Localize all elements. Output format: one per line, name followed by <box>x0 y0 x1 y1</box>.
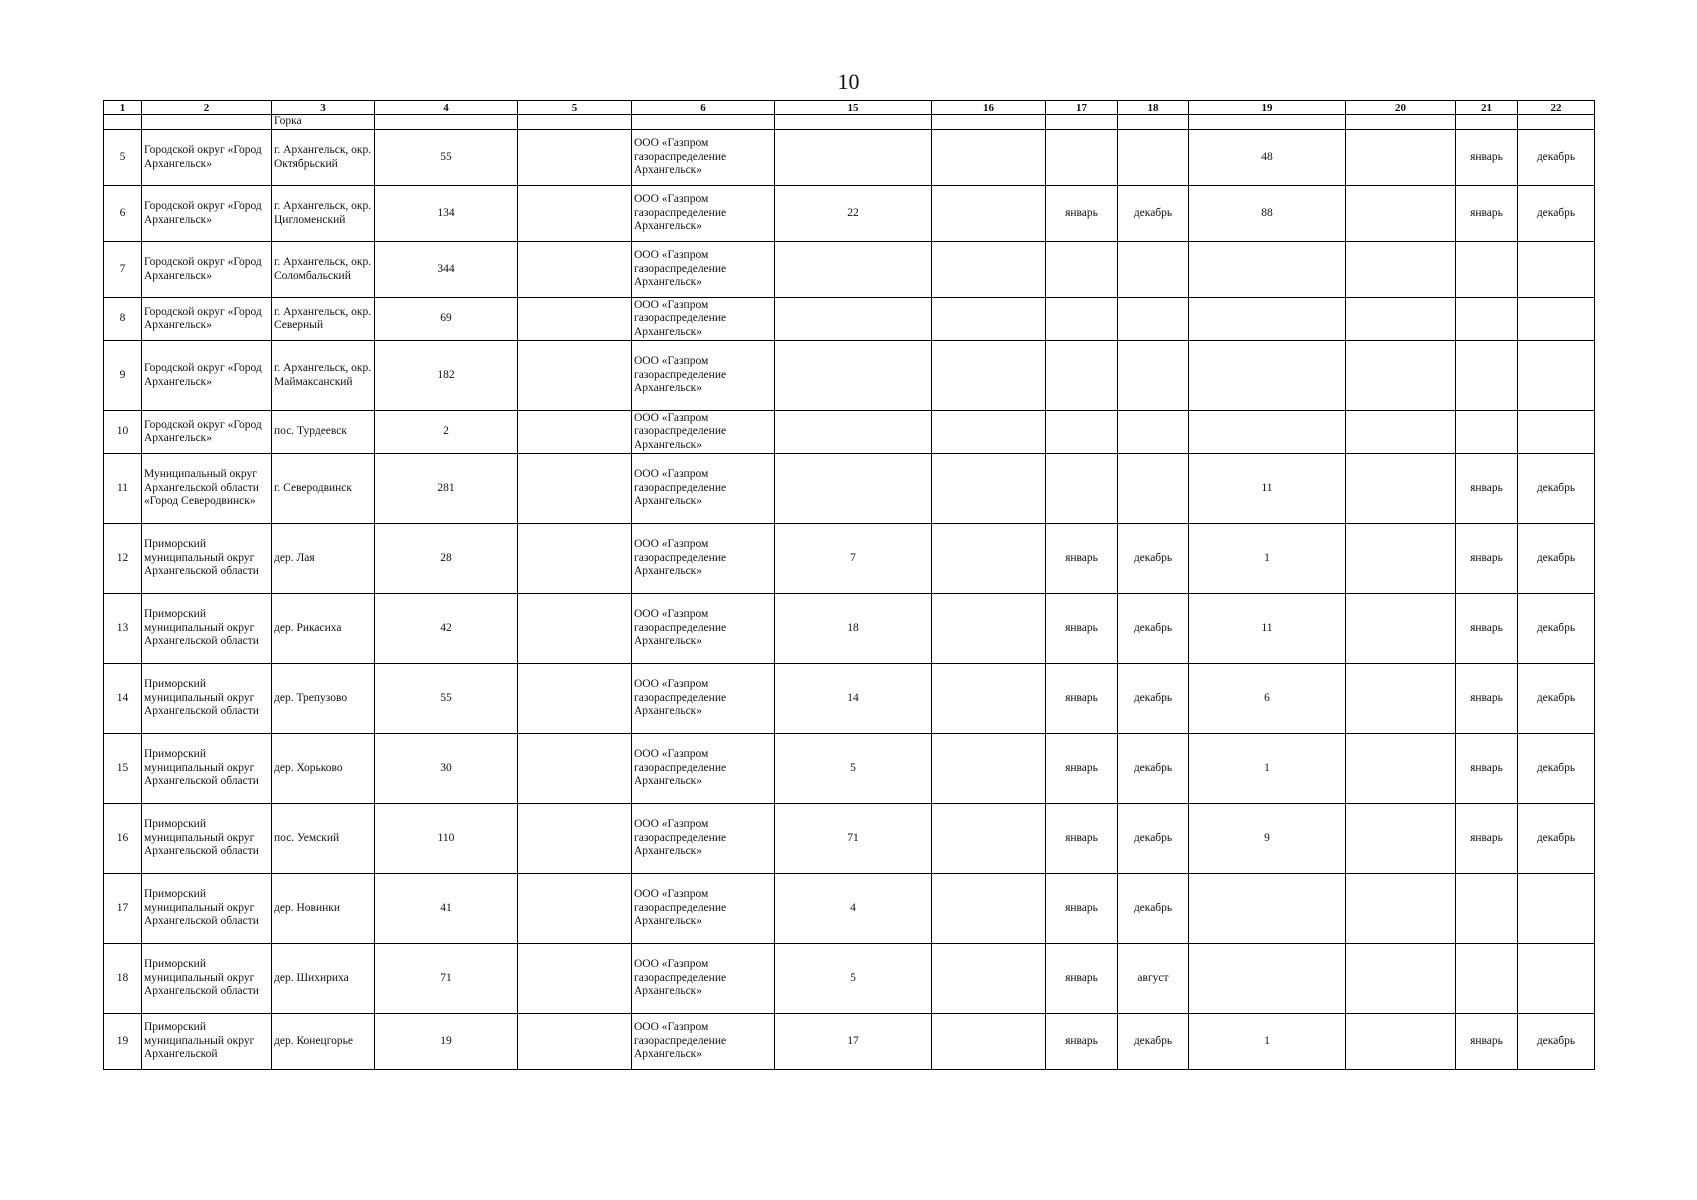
cell-municipality: Городской округ «Город Архангельск» <box>142 242 272 298</box>
cell-month-col21: январь <box>1456 804 1518 874</box>
cell-month-col17: январь <box>1046 944 1118 1014</box>
cell-month-col22: декабрь <box>1518 524 1595 594</box>
cell-value-col5 <box>518 804 632 874</box>
cell-locality: пос. Турдеевск <box>272 411 375 454</box>
cell-value-col5 <box>518 664 632 734</box>
cell-count-col4: 182 <box>375 341 518 411</box>
cell-month-col22: декабрь <box>1518 1014 1595 1070</box>
cell-value-col20 <box>1346 804 1456 874</box>
cell-row-number: 10 <box>104 411 142 454</box>
column-header: 17 <box>1046 101 1118 115</box>
cell-month-col21 <box>1456 874 1518 944</box>
table-row <box>104 186 1595 242</box>
cell-row-number: 8 <box>104 298 142 341</box>
cell-row-number: 14 <box>104 664 142 734</box>
cell-organization: ООО «Газпром газораспределение Архангельск» <box>632 944 775 1014</box>
cell-count-col4: 281 <box>375 454 518 524</box>
table-row <box>104 130 1595 186</box>
cell-value-col19: 88 <box>1189 186 1346 242</box>
cell-count-col4: 55 <box>375 664 518 734</box>
cell-value-col20 <box>1346 130 1456 186</box>
cell-value-col20 <box>1346 411 1456 454</box>
column-header: 1 <box>104 101 142 115</box>
cell-month-col17: январь <box>1046 524 1118 594</box>
cell-locality: г. Архангельск, окр. Соломбальский <box>272 242 375 298</box>
cell-value-col19 <box>1189 298 1346 341</box>
cell-value-col16 <box>932 944 1046 1014</box>
cell-row-number: 15 <box>104 734 142 804</box>
cell-municipality: Городской округ «Город Архангельск» <box>142 411 272 454</box>
cell-month-col18: декабрь <box>1118 186 1189 242</box>
column-header: 21 <box>1456 101 1518 115</box>
cell-count-col4: 71 <box>375 944 518 1014</box>
column-header: 16 <box>932 101 1046 115</box>
cell-count-col4: 134 <box>375 186 518 242</box>
carry-over-location: Горка <box>272 115 375 130</box>
cell-municipality: Приморский муниципальный округ Архангельской области <box>142 804 272 874</box>
cell-municipality: Приморский муниципальный округ Архангельской области <box>142 524 272 594</box>
cell-month-col18 <box>1118 242 1189 298</box>
cell-locality: дер. Новинки <box>272 874 375 944</box>
cell-value-col16 <box>932 524 1046 594</box>
cell-month-col22: декабрь <box>1518 454 1595 524</box>
cell-organization: ООО «Газпром газораспределение Архангельск» <box>632 1014 775 1070</box>
cell-month-col17 <box>1046 411 1118 454</box>
column-header: 18 <box>1118 101 1189 115</box>
cell-value-col15 <box>775 242 932 298</box>
cell-locality: дер. Рикасиха <box>272 594 375 664</box>
cell-municipality: Приморский муниципальный округ Архангельской области <box>142 664 272 734</box>
cell-month-col21 <box>1456 298 1518 341</box>
table-row <box>104 411 1595 454</box>
cell-locality: г. Архангельск, окр. Октябрьский <box>272 130 375 186</box>
cell-value-col16 <box>932 804 1046 874</box>
cell-value-col19 <box>1189 411 1346 454</box>
cell-row-number: 16 <box>104 804 142 874</box>
table-row <box>104 594 1595 664</box>
table-row <box>104 734 1595 804</box>
cell-locality: дер. Шихириха <box>272 944 375 1014</box>
cell-value-col20 <box>1346 341 1456 411</box>
cell-month-col17 <box>1046 130 1118 186</box>
cell-count-col4: 28 <box>375 524 518 594</box>
cell-value-col5 <box>518 454 632 524</box>
cell-value-col15: 71 <box>775 804 932 874</box>
cell-municipality: Приморский муниципальный округ Архангельской области <box>142 734 272 804</box>
cell-value-col16 <box>932 594 1046 664</box>
cell-value-col20 <box>1346 454 1456 524</box>
cell-month-col21: январь <box>1456 454 1518 524</box>
cell-month-col17 <box>1046 341 1118 411</box>
cell-month-col17 <box>1046 242 1118 298</box>
cell-locality: г. Архангельск, окр. Маймаксанский <box>272 341 375 411</box>
cell-organization: ООО «Газпром газораспределение Архангельск» <box>632 411 775 454</box>
cell-month-col22 <box>1518 874 1595 944</box>
cell-value-col19 <box>1189 874 1346 944</box>
cell-municipality: Городской округ «Город Архангельск» <box>142 186 272 242</box>
cell-value-col19 <box>1189 944 1346 1014</box>
cell-locality: дер. Лая <box>272 524 375 594</box>
cell-municipality: Приморский муниципальный округ Архангельской области <box>142 594 272 664</box>
cell-value-col5 <box>518 944 632 1014</box>
cell-value-col15: 4 <box>775 874 932 944</box>
cell-locality: дер. Хорьково <box>272 734 375 804</box>
cell-month-col22 <box>1518 242 1595 298</box>
cell-municipality: Городской округ «Город Архангельск» <box>142 341 272 411</box>
cell-month-col21: январь <box>1456 130 1518 186</box>
cell-value-col20 <box>1346 1014 1456 1070</box>
cell-value-col19: 48 <box>1189 130 1346 186</box>
cell-municipality: Приморский муниципальный округ Архангельской области <box>142 874 272 944</box>
cell-month-col21 <box>1456 411 1518 454</box>
cell-value-col5 <box>518 186 632 242</box>
cell-value-col15 <box>775 454 932 524</box>
cell-month-col21: январь <box>1456 594 1518 664</box>
cell-value-col20 <box>1346 298 1456 341</box>
cell-value-col16 <box>932 411 1046 454</box>
cell-count-col4: 42 <box>375 594 518 664</box>
cell-month-col22 <box>1518 411 1595 454</box>
cell-month-col17: январь <box>1046 734 1118 804</box>
table-row <box>104 664 1595 734</box>
cell-municipality: Муниципальный округ Архангельской области «Город Северодвинск» <box>142 454 272 524</box>
cell-row-number: 11 <box>104 454 142 524</box>
cell-value-col19 <box>1189 242 1346 298</box>
cell-value-col15: 7 <box>775 524 932 594</box>
cell-month-col22 <box>1518 341 1595 411</box>
cell-value-col19: 6 <box>1189 664 1346 734</box>
cell-value-col16 <box>932 186 1046 242</box>
cell-value-col5 <box>518 298 632 341</box>
cell-month-col18: декабрь <box>1118 1014 1189 1070</box>
cell-month-col18 <box>1118 341 1189 411</box>
table-row <box>104 242 1595 298</box>
cell-value-col16 <box>932 874 1046 944</box>
cell-locality: г. Архангельск, окр. Цигломенский <box>272 186 375 242</box>
cell-month-col21 <box>1456 242 1518 298</box>
cell-organization: ООО «Газпром газораспределение Архангельск» <box>632 804 775 874</box>
cell-value-col20 <box>1346 186 1456 242</box>
cell-value-col15 <box>775 411 932 454</box>
cell-row-number: 17 <box>104 874 142 944</box>
cell-month-col18 <box>1118 298 1189 341</box>
page-number: 10 <box>837 69 860 94</box>
cell-row-number: 5 <box>104 130 142 186</box>
table-row <box>104 298 1595 341</box>
table-row <box>104 454 1595 524</box>
cell-value-col5 <box>518 524 632 594</box>
cell-value-col16 <box>932 454 1046 524</box>
column-header: 5 <box>518 101 632 115</box>
cell-month-col17: январь <box>1046 186 1118 242</box>
cell-organization: ООО «Газпром газораспределение Архангельск» <box>632 524 775 594</box>
cell-month-col22: декабрь <box>1518 664 1595 734</box>
cell-month-col18 <box>1118 454 1189 524</box>
column-header: 20 <box>1346 101 1456 115</box>
cell-organization: ООО «Газпром газораспределение Архангельск» <box>632 186 775 242</box>
cell-month-col18: декабрь <box>1118 524 1189 594</box>
cell-value-col16 <box>932 1014 1046 1070</box>
cell-month-col18: декабрь <box>1118 664 1189 734</box>
cell-month-col22: декабрь <box>1518 130 1595 186</box>
cell-value-col16 <box>932 341 1046 411</box>
carry-over-row <box>104 115 1595 130</box>
cell-value-col20 <box>1346 242 1456 298</box>
cell-locality: дер. Конецгорье <box>272 1014 375 1070</box>
cell-row-number: 12 <box>104 524 142 594</box>
cell-month-col17: январь <box>1046 804 1118 874</box>
cell-row-number: 9 <box>104 341 142 411</box>
cell-month-col22: декабрь <box>1518 734 1595 804</box>
cell-month-col21: январь <box>1456 664 1518 734</box>
cell-value-col20 <box>1346 524 1456 594</box>
cell-month-col17 <box>1046 298 1118 341</box>
cell-month-col21: январь <box>1456 734 1518 804</box>
cell-municipality: Приморский муниципальный округ Архангельской области <box>142 944 272 1014</box>
cell-count-col4: 30 <box>375 734 518 804</box>
cell-organization: ООО «Газпром газораспределение Архангельск» <box>632 734 775 804</box>
cell-value-col15 <box>775 341 932 411</box>
cell-month-col21 <box>1456 944 1518 1014</box>
cell-month-col18: декабрь <box>1118 874 1189 944</box>
cell-value-col19: 1 <box>1189 734 1346 804</box>
cell-locality: г. Северодвинск <box>272 454 375 524</box>
cell-value-col19: 1 <box>1189 1014 1346 1070</box>
column-header: 15 <box>775 101 932 115</box>
cell-month-col18 <box>1118 130 1189 186</box>
cell-value-col5 <box>518 242 632 298</box>
column-header: 2 <box>142 101 272 115</box>
cell-value-col15 <box>775 298 932 341</box>
cell-value-col19: 1 <box>1189 524 1346 594</box>
cell-value-col5 <box>518 130 632 186</box>
cell-count-col4: 55 <box>375 130 518 186</box>
data-table <box>103 100 1595 1070</box>
cell-row-number: 13 <box>104 594 142 664</box>
cell-organization: ООО «Газпром газораспределение Архангельск» <box>632 341 775 411</box>
column-header: 3 <box>272 101 375 115</box>
cell-row-number: 6 <box>104 186 142 242</box>
cell-month-col17 <box>1046 454 1118 524</box>
cell-count-col4: 41 <box>375 874 518 944</box>
cell-value-col5 <box>518 734 632 804</box>
cell-value-col5 <box>518 874 632 944</box>
cell-month-col21: январь <box>1456 524 1518 594</box>
table-row <box>104 341 1595 411</box>
cell-month-col17: январь <box>1046 664 1118 734</box>
cell-month-col18 <box>1118 411 1189 454</box>
cell-month-col22: декабрь <box>1518 186 1595 242</box>
cell-value-col16 <box>932 664 1046 734</box>
cell-value-col16 <box>932 242 1046 298</box>
cell-value-col16 <box>932 130 1046 186</box>
cell-organization: ООО «Газпром газораспределение Архангельск» <box>632 242 775 298</box>
cell-month-col22: декабрь <box>1518 804 1595 874</box>
cell-value-col15: 22 <box>775 186 932 242</box>
cell-value-col20 <box>1346 594 1456 664</box>
cell-value-col19: 9 <box>1189 804 1346 874</box>
cell-count-col4: 2 <box>375 411 518 454</box>
cell-value-col20 <box>1346 664 1456 734</box>
cell-locality: г. Архангельск, окр. Северный <box>272 298 375 341</box>
cell-count-col4: 110 <box>375 804 518 874</box>
cell-month-col21 <box>1456 341 1518 411</box>
cell-municipality: Городской округ «Город Архангельск» <box>142 298 272 341</box>
cell-value-col5 <box>518 411 632 454</box>
cell-locality: пос. Уемский <box>272 804 375 874</box>
cell-value-col15: 17 <box>775 1014 932 1070</box>
cell-count-col4: 344 <box>375 242 518 298</box>
cell-row-number: 7 <box>104 242 142 298</box>
cell-value-col19 <box>1189 341 1346 411</box>
table-row <box>104 804 1595 874</box>
cell-organization: ООО «Газпром газораспределение Архангельск» <box>632 130 775 186</box>
cell-organization: ООО «Газпром газораспределение Архангельск» <box>632 664 775 734</box>
cell-value-col5 <box>518 594 632 664</box>
cell-month-col21: январь <box>1456 1014 1518 1070</box>
cell-value-col20 <box>1346 734 1456 804</box>
table-row <box>104 874 1595 944</box>
column-header: 4 <box>375 101 518 115</box>
cell-organization: ООО «Газпром газораспределение Архангельск» <box>632 594 775 664</box>
column-header: 22 <box>1518 101 1595 115</box>
cell-month-col17: январь <box>1046 594 1118 664</box>
column-header: 19 <box>1189 101 1346 115</box>
cell-month-col18: декабрь <box>1118 734 1189 804</box>
cell-value-col20 <box>1346 874 1456 944</box>
cell-value-col16 <box>932 298 1046 341</box>
table-row <box>104 524 1595 594</box>
cell-municipality: Приморский муниципальный округ Архангельской <box>142 1014 272 1070</box>
column-number-header-row <box>104 101 1595 115</box>
cell-row-number: 19 <box>104 1014 142 1070</box>
cell-month-col22 <box>1518 944 1595 1014</box>
cell-organization: ООО «Газпром газораспределение Архангельск» <box>632 454 775 524</box>
cell-month-col17: январь <box>1046 1014 1118 1070</box>
cell-value-col15: 5 <box>775 944 932 1014</box>
cell-month-col18: август <box>1118 944 1189 1014</box>
cell-count-col4: 69 <box>375 298 518 341</box>
cell-value-col15 <box>775 130 932 186</box>
cell-organization: ООО «Газпром газораспределение Архангельск» <box>632 298 775 341</box>
cell-month-col22 <box>1518 298 1595 341</box>
table-row <box>104 944 1595 1014</box>
cell-value-col15: 14 <box>775 664 932 734</box>
cell-count-col4: 19 <box>375 1014 518 1070</box>
cell-value-col20 <box>1346 944 1456 1014</box>
cell-value-col15: 5 <box>775 734 932 804</box>
cell-month-col17: январь <box>1046 874 1118 944</box>
cell-value-col5 <box>518 1014 632 1070</box>
cell-organization: ООО «Газпром газораспределение Архангельск» <box>632 874 775 944</box>
cell-month-col22: декабрь <box>1518 594 1595 664</box>
cell-value-col16 <box>932 734 1046 804</box>
table-row <box>104 1014 1595 1070</box>
cell-month-col21: январь <box>1456 186 1518 242</box>
cell-value-col5 <box>518 341 632 411</box>
cell-value-col19: 11 <box>1189 454 1346 524</box>
cell-municipality: Городской округ «Город Архангельск» <box>142 130 272 186</box>
cell-month-col18: декабрь <box>1118 594 1189 664</box>
cell-locality: дер. Трепузово <box>272 664 375 734</box>
column-header: 6 <box>632 101 775 115</box>
cell-value-col19: 11 <box>1189 594 1346 664</box>
cell-value-col15: 18 <box>775 594 932 664</box>
cell-row-number: 18 <box>104 944 142 1014</box>
cell-month-col18: декабрь <box>1118 804 1189 874</box>
